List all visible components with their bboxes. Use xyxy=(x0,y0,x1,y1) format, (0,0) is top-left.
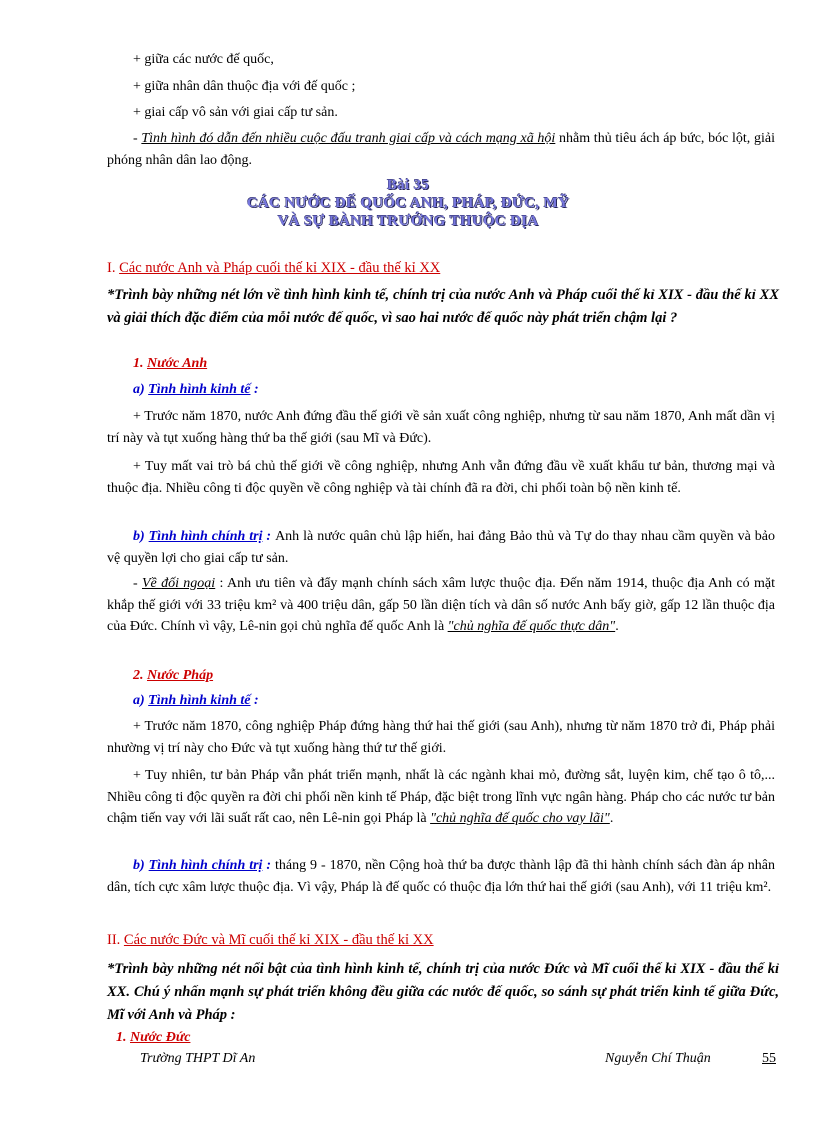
phap-econ-text: + Tuy nhiên, tư bản Pháp vẫn phát triển mạnh, nhất là các ngành khai mỏ, đường sắt, luyện kim, chế tạo ô tô,... Nhiều công ti độc quyền ra đời chi phối nền kinh tế Pháp, đặc biệt trong lĩnh vực ngân hàng. Pháp cho các nước tư bản chậm tiến vay với lãi suất rất cao, nên Lê-nin gọi Pháp là xyxy=(107,768,775,826)
anh-foreign-paragraph xyxy=(107,573,775,638)
intro-underlined-text: Tình hình đó dẫn đến nhiều cuộc đấu tranh giai cấp và cách mạng xã hội xyxy=(141,131,556,146)
anh-politics-paragraph xyxy=(107,526,775,569)
anh-econ-label xyxy=(133,380,259,400)
anh-fp-quote: "chủ nghĩa đế quốc thực dân" xyxy=(447,619,616,634)
anh-pol-text: Anh là nước quân chủ lập hiến, hai đảng Bảo thủ và Tự do thay nhau cầm quyền và bảo vệ quyền lợi cho giai cấp tư sản. xyxy=(107,529,775,566)
phap-pol-prefix: b) xyxy=(133,858,149,873)
anh-fp-label: Về đối ngoại xyxy=(142,576,216,591)
phap-heading xyxy=(133,666,213,686)
phap-econ-paragraph-1: + Trước năm 1870, công nghiệp Pháp đứng hàng thứ hai thế giới (sau Anh), nhưng từ năm 1870 trở đi, Pháp phải nhường vị trí này cho Đức và tụt xuống hàng thứ tư thế giới. xyxy=(107,719,775,756)
section-2-title: Các nước Đức và Mĩ cuối thế kỉ XIX - đầu thế kỉ XX xyxy=(123,932,434,948)
section-1-prefix: I. xyxy=(107,260,120,276)
anh-econ-paragraph-1: + Trước năm 1870, nước Anh đứng đầu thế giới về sản xuất công nghiệp, nhưng từ sau năm 1870, Anh mất dần vị trí này và tụt xuống hàng thứ ba thế giới (sau Mĩ và Đức). xyxy=(107,409,775,446)
anh-heading-num: 1. xyxy=(133,356,147,371)
anh-pol-prefix: b) xyxy=(133,529,149,544)
intro-line-3: + giai cấp vô sản với giai cấp tư sản. xyxy=(133,105,338,120)
phap-heading-title: Nước Pháp xyxy=(147,668,214,683)
lesson-title-line-1: CÁC NƯỚC ĐẾ QUỐC ANH, PHÁP, ĐỨC, MỸ xyxy=(246,195,570,211)
section-1-heading xyxy=(107,258,440,278)
phap-econ-title: Tình hình kinh tế xyxy=(148,693,251,708)
phap-heading-num: 2. xyxy=(133,668,147,683)
intro-line-2: + giữa nhân dân thuộc địa với đế quốc ; xyxy=(133,79,356,94)
phap-econ-end: . xyxy=(609,811,614,826)
anh-econ-paragraph-2: + Tuy mất vai trò bá chủ thế giới về công nghiệp, nhưng Anh vẫn đứng đầu về xuất khẩu tư bản, thương mại và thuộc địa. Nhiều công ti độc quyền về công nghiệp và tài chính đã ra đời, chi phối toàn bộ nền kinh tế. xyxy=(107,459,775,496)
lesson-number: Bài 35 xyxy=(386,177,430,193)
lesson-title-line-2: VÀ SỰ BÀNH TRƯỚNG THUỘC ĐỊA xyxy=(277,213,539,229)
phap-pol-colon: : xyxy=(262,858,275,873)
duc-heading xyxy=(116,1028,190,1048)
phap-econ-label xyxy=(133,691,259,711)
anh-pol-title: Tình hình chính trị xyxy=(148,529,263,544)
duc-heading-title: Nước Đức xyxy=(130,1030,191,1045)
intro-paragraph xyxy=(107,128,775,171)
footer-school: Trường THPT Dĩ An xyxy=(140,1051,256,1066)
section-2-heading xyxy=(107,930,434,950)
section-1-question: *Trình bày những nét lớn về tình hình kinh tế, chính trị của nước Anh và Pháp cuối thế kỉ XIX - đầu thế kỉ XX và giải thích đặc điểm của mỗi nước đế quốc, vì sao hai nước đế quốc này phát triển chậm lại ? xyxy=(107,287,779,326)
anh-heading xyxy=(133,354,207,374)
anh-econ-colon: : xyxy=(250,382,259,397)
duc-heading-num: 1. xyxy=(116,1030,130,1045)
phap-econ-prefix: a) xyxy=(133,693,149,708)
phap-pol-text: tháng 9 - 1870, nền Cộng hoà thứ ba được thành lập đã thi hành chính sách đàn áp nhân dân, tích cực xâm lược thuộc địa. Vì vậy, Pháp là đế quốc có thuộc địa lớn thứ hai thế giới (sau Anh), với 11 triệu km². xyxy=(107,858,776,895)
section-1-title: Các nước Anh và Pháp cuối thế kỉ XIX - đầu thế kỉ XX xyxy=(119,260,441,276)
anh-fp-end: . xyxy=(615,619,619,634)
anh-pol-colon: : xyxy=(262,529,276,544)
phap-econ-paragraph-2 xyxy=(107,765,775,830)
footer-page-number: 55 xyxy=(762,1051,776,1066)
footer-author: Nguyễn Chí Thuận xyxy=(605,1051,711,1066)
phap-econ-colon: : xyxy=(250,693,259,708)
section-2-question: *Trình bày những nét nổi bật của tình hình kinh tế, chính trị của nước Đức và Mĩ cuối thế kỉ XIX - đầu thế kỉ XX. Chú ý nhấn mạnh sự phát triển không đều giữa các nước đế quốc, so sánh sự phát triển kinh tế giữa Đức, Mĩ với Anh và Pháp : xyxy=(107,961,779,1023)
anh-fp-dash: - xyxy=(133,576,142,591)
phap-econ-quote: "chủ nghĩa đế quốc cho vay lãi" xyxy=(430,811,610,826)
phap-pol-title: Tình hình chính trị xyxy=(148,858,263,873)
anh-econ-prefix: a) xyxy=(133,382,149,397)
intro-dash: - xyxy=(133,131,142,146)
intro-line-1: + giữa các nước đế quốc, xyxy=(133,52,274,67)
anh-heading-title: Nước Anh xyxy=(147,356,208,371)
anh-fp-text: : Anh ưu tiên và đẩy mạnh chính sách xâm lược thuộc địa. Đến năm 1914, thuộc địa Anh có mặt khắp thế giới với 33 triệu km² và 400 triệu dân, gấp 50 lần diện tích và dân số nước Anh bấy giờ, gấp 12 lần thuộc địa của Đức. Chính vì vậy, Lê-nin gọi chủ nghĩa đế quốc Anh là xyxy=(107,576,775,634)
intro-rest-text: nhằm thủ tiêu ách áp bức, bóc lột, giải phóng nhân dân lao động. xyxy=(107,131,775,168)
section-2-prefix: II. xyxy=(107,932,124,948)
phap-politics-paragraph xyxy=(107,855,775,898)
anh-econ-title: Tình hình kinh tế xyxy=(148,382,251,397)
